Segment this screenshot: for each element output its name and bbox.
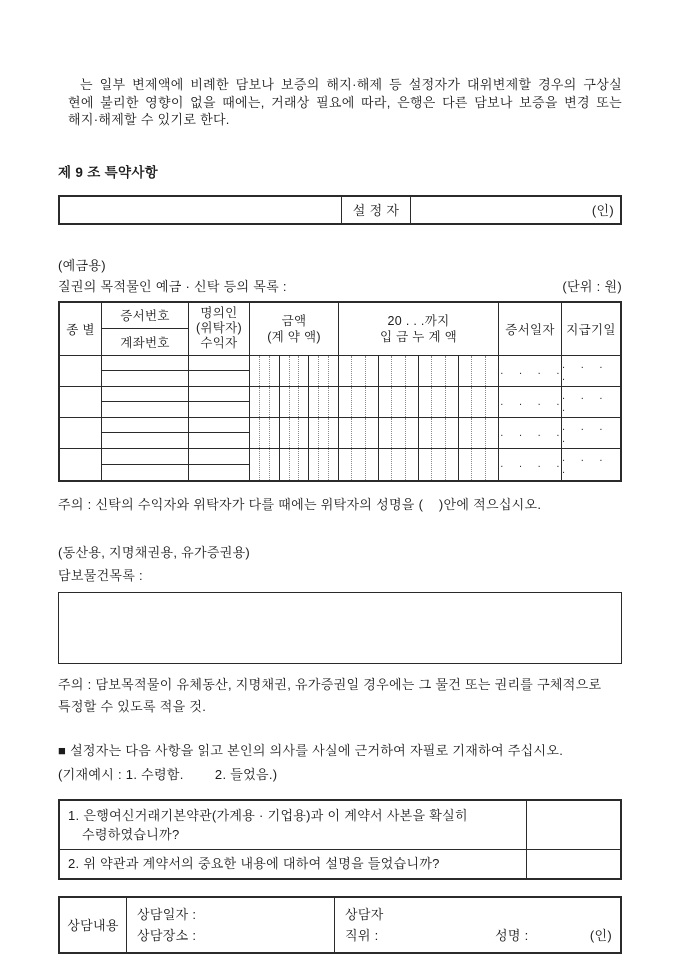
type-field[interactable] [60,449,102,480]
digit-group [280,356,310,386]
digit-group [379,418,419,448]
cert-date-field[interactable]: . . . . [499,387,562,417]
digit-group [280,449,310,480]
deposit-usage-label: (예금용) [58,257,106,273]
question-2-line: 2. 위 약관과 계약서의 중요한 내용에 대하여 설명을 들었습니까? [68,856,440,871]
header-accumulated-line: 20 . . .까지 [387,313,450,328]
digit-group [250,356,280,386]
intro-line: 는 일부 변제액에 비례한 담보나 보증의 해지·해제 등 설정자가 대위변제할 경우의 구상실 [80,77,622,92]
amount-field[interactable] [250,387,339,417]
collateral-list-box[interactable] [58,592,622,664]
due-date-field[interactable]: . . . . [562,358,603,383]
digit-group [419,418,459,448]
deposit-table-row [60,356,620,387]
header-amount [250,303,339,355]
intro-paragraph [58,76,622,129]
confirmation-row [60,801,620,850]
digit-group [459,387,498,417]
header-amount-line: 금액 [281,313,307,328]
deposit-table-row [60,449,620,480]
question-2 [60,850,527,878]
digit-group [339,418,379,448]
beneficiary-field[interactable] [189,464,249,480]
digit-group [250,387,280,417]
header-due-date: 지급기일 [566,322,616,337]
header-cert-date: 증서일자 [499,303,562,355]
article-9-heading: 제 9 조 특약사항 [58,164,159,180]
answer-field-1[interactable] [527,801,620,849]
due-date-field[interactable]: . . . . [562,452,603,476]
consultation-place-label: 상담장소 : [137,927,197,943]
holder-field[interactable] [189,418,249,433]
special-terms-signer-table [58,195,622,225]
cert-account-cell [102,449,189,480]
cert-date-field[interactable]: . . . . [499,449,562,480]
type-field[interactable] [60,418,102,448]
cert-account-cell [102,356,189,386]
header-type: 종 별 [60,303,102,355]
answer-field-2[interactable] [527,850,620,878]
digit-group [379,449,419,480]
beneficiary-field[interactable] [189,401,249,417]
collateral-note [58,674,622,718]
digit-group [419,449,459,480]
deposit-table-header [60,303,620,356]
document-content [58,0,622,954]
digit-group [250,449,280,480]
digit-group [379,387,419,417]
consultation-label: 상담내용 [60,898,127,952]
collateral-note-line: 특정할 수 있도록 적을 것. [58,698,207,714]
question-1-line: 수령하였습니까? [82,826,180,842]
amount-field[interactable] [250,449,339,480]
holder-field[interactable] [189,356,249,371]
header-accumulated [339,303,499,355]
holder-field[interactable] [189,449,249,464]
deposit-list-title: 질권의 목적물인 예금 · 신탁 등의 목록 : [58,278,287,294]
cert-no-field[interactable] [102,449,188,464]
account-no-field[interactable] [102,432,188,448]
deposit-table-row [60,418,620,449]
accumulated-amount-field[interactable] [339,449,499,480]
signer-seal-cell[interactable] [411,197,620,223]
account-no-field[interactable] [102,401,188,417]
consultant-detail-line [345,925,612,946]
digit-group [339,387,379,417]
name-label: 성명 : [495,927,529,943]
consultant-seal-label: (인) [589,927,612,943]
special-terms-blank-field[interactable] [60,197,342,223]
collateral-note-line: 주의 : 담보목적물이 유체동산, 지명채권, 유가증권일 경우에는 그 물건 또는 권리를 구체적으로 [58,676,602,692]
beneficiary-field[interactable] [189,432,249,448]
signer-label: 설 정 자 [342,197,411,223]
amount-field[interactable] [250,356,339,386]
type-field[interactable] [60,387,102,417]
header-amount-line: (계 약 액) [267,329,321,344]
position-label: 직위 : [345,927,379,943]
digit-group [309,449,338,480]
cert-date-field[interactable]: . . . . [499,356,562,386]
digit-group [309,356,338,386]
confirmation-row [60,850,620,878]
consultation-table [58,896,622,954]
due-date-field[interactable]: . . . . [562,389,603,414]
digit-group [309,387,338,417]
deposit-list-title-row [58,276,622,295]
consultant-cell[interactable] [335,898,620,952]
header-cert-account [102,303,189,355]
header-holder [189,303,250,355]
digit-group [250,418,280,448]
deposit-note: 주의 : 신탁의 수익자와 위탁자가 다를 때에는 위탁자의 성명을 ( )안에 적으십시오. [58,496,542,512]
holder-cell [189,387,250,417]
digit-group [419,387,459,417]
digit-group [280,418,310,448]
cert-account-cell [102,418,189,448]
holder-cell [189,449,250,480]
collateral-list-title: 담보물건목록 : [58,567,143,583]
header-accumulated-line: 입 금 누 계 액 [380,329,457,344]
cert-no-field[interactable] [102,356,188,371]
digit-group [379,356,419,386]
header-account-no: 계좌번호 [102,328,188,355]
due-date-field[interactable]: . . . . [562,420,603,445]
account-no-field[interactable] [102,464,188,480]
digit-group [459,449,498,480]
intro-line: 현에 불리한 영향이 없을 때에는, 거래상 필요에 따라, 은행은 다른 담보나 보증을 변경 또는 [68,94,622,110]
digit-group [280,387,310,417]
header-holder-line: 명의인 [200,306,238,320]
digit-group [419,356,459,386]
fill-instruction: ■ 설정자는 다음 사항을 읽고 본인의 의사를 사실에 근거하여 자필로 기재하여 주십시오. [58,742,564,758]
confirmation-table [58,799,622,880]
cert-date-field[interactable]: . . . . [499,418,562,448]
holder-cell [189,418,250,448]
unit-label: (단위 : 원) [562,278,622,294]
deposit-table-body [60,356,620,480]
header-cert-no: 증서번호 [120,309,170,324]
consultation-date-place-cell[interactable] [127,898,335,952]
holder-cell [189,356,250,386]
cert-account-cell [102,387,189,417]
question-1-line: 1. 은행여신거래기본약관(가계용 · 기업용)과 이 계약서 사본을 확실히 [68,807,468,823]
collateral-usage-label: (동산용, 지명채권용, 유가증권용) [58,544,251,560]
beneficiary-field[interactable] [189,370,249,386]
deposit-list-table [58,301,622,482]
type-field[interactable] [60,356,102,386]
fill-example: (기재예시 : 1. 수령함. 2. 들었음.) [58,766,278,782]
header-holder-line: 수익자 [200,336,238,350]
deposit-table-row [60,387,620,418]
holder-field[interactable] [189,387,249,402]
accumulated-amount-field[interactable] [339,356,499,386]
intro-line: 해지·해제할 수 있기로 한다. [68,112,230,127]
seal-label: (인) [591,203,614,218]
digit-group [339,449,379,480]
account-no-field[interactable] [102,370,188,386]
digit-group [339,356,379,386]
accumulated-amount-field[interactable] [339,418,499,448]
amount-field[interactable] [250,418,339,448]
digit-group [459,356,498,386]
cert-no-field[interactable] [102,418,188,433]
cert-no-field[interactable] [102,387,188,402]
header-holder-line: (위탁자) [195,321,243,335]
consultant-label: 상담자 [345,906,384,922]
digit-group [459,418,498,448]
question-1 [60,801,527,849]
accumulated-amount-field[interactable] [339,387,499,417]
digit-group [309,418,338,448]
consultation-date-label: 상담일자 : [137,906,197,922]
